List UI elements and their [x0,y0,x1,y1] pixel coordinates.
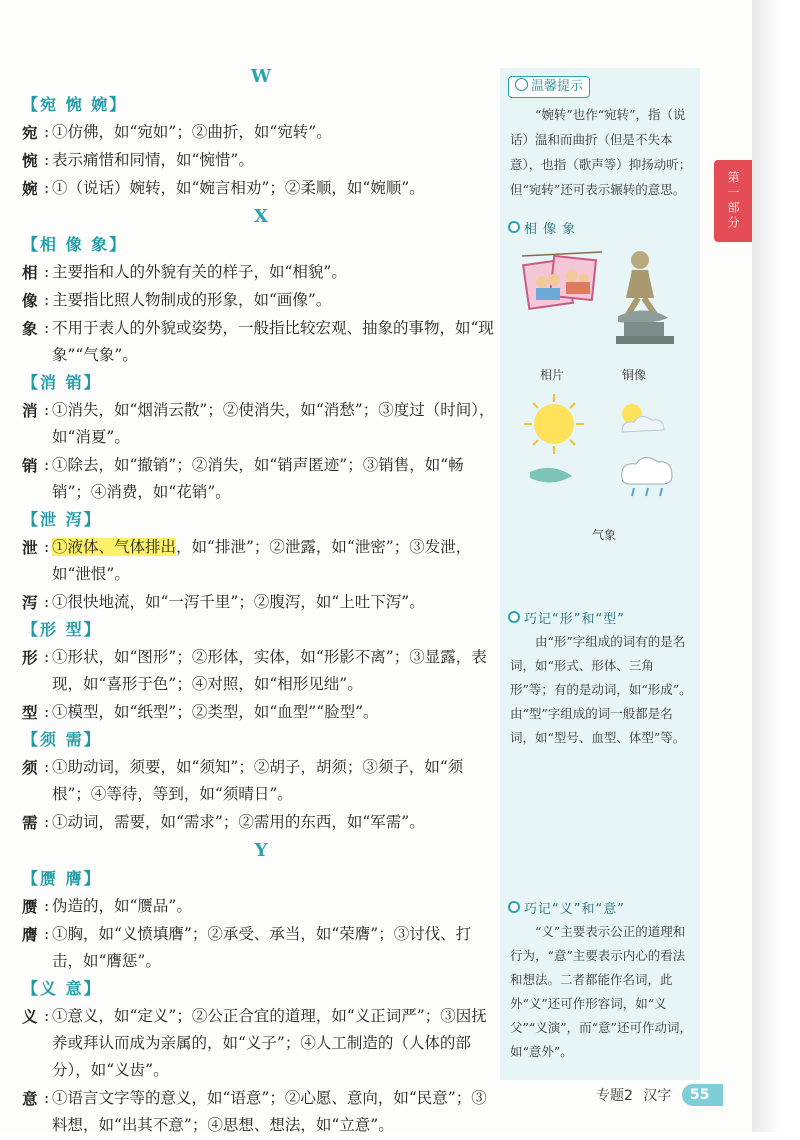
entry-def: 表示痛惜和同情，如“惋惜”。 [52,151,254,169]
section-letter-w: W [250,66,272,87]
entry: 义 : ①意义，如“定义”；②公正合宜的道理，如“义正词严”；③因抚养或拜认而成为亲属的，如“义子”；④人工制造的（人体的部分），如“义齿”。 [22,1003,500,1084]
entry-head: 相 [22,263,38,282]
entry: 泻 : ①很快地流，如“一泻千里”；②腹泻，如“上吐下泻”。 [22,589,500,616]
entry-head: 惋 [22,151,38,170]
entry-def [52,534,500,588]
entry: 泄 : ①液体、气体排出，如“排泄”；②泄露，如“泄密”；③发泄，如“泄恨”。 [22,534,500,588]
main-column [22,62,500,1140]
entry-head: 需 [22,813,38,832]
entry-def: 主要指和人的外貌有关的样子，如“相貌”。 [52,263,347,281]
entry: 相 : 主要指和人的外貌有关的样子，如“相貌”。 [22,259,500,286]
entry: 形 : ①形状，如“图形”；②形体，实体，如“形影不离”；③显露，表现，如“喜形于色”；④对照，如“相形见绌”。 [22,644,500,698]
group-title: 【消 销】 [22,373,102,392]
section-letter-y: Y [254,840,268,861]
group-title: 【宛 惋 婉】 [22,95,128,114]
entry: 婉 : ①（说话）婉转，如“婉言相劝”；②柔顺，如“婉顺”。 [22,175,500,202]
entry-head: 销 [22,456,38,475]
entry-head: 泄 [22,538,38,557]
entry-head: 象 [22,319,38,338]
caption-weather: 气象 [592,528,617,542]
entry-head: 婉 [22,179,38,198]
entry-def: ①形状，如“图形”；②形体，实体，如“形影不离”；③显露，表现，如“喜形于色”；④对照，如“相形见绌”。 [52,648,487,693]
entry: 像 : 主要指比照人物制成的形象，如“画像”。 [22,287,500,314]
entry-head: 型 [22,703,38,722]
entry-def-rest: ，如“排泄”；②泄露，如“泄密”；③发泄，如“泄恨”。 [52,538,472,583]
entry-head: 须 [22,758,38,777]
group-title: 【义 意】 [22,979,102,998]
xing-text: 由“形”字组成的词有的是名词，如“形式、形体、三角形”等；有的是动词，如“形成”。由“型”字组成的词一般都是名词，如“型号、血型、体型”等。 [510,634,692,745]
page-footer [596,1084,723,1106]
entry-def: ①意义，如“定义”；②公正合宜的道理，如“义正词严”；③因抚养或拜认而成为亲属的，如“义子”；④人工制造的（人体的部分），如“义齿”。 [52,1007,487,1079]
entry-head: 像 [22,291,38,310]
entry-def: ①很快地流，如“一泻千里”；②腹泻，如“上吐下泻”。 [52,593,425,611]
group-title: 【相 像 象】 [22,235,128,254]
bullet-icon [508,611,520,623]
entry: 象 : 不用于表人的外貌或姿势，一般指比较宏观、抽象的事物，如“现象”“气象”。 [22,315,500,369]
tip-label-text: 温馨提示 [531,79,584,94]
entry: 宛 : ①仿佛，如“宛如”；②曲折，如“宛转”。 [22,119,500,146]
entry: 型 : ①模型，如“纸型”；②类型，如“血型”“脸型”。 [22,699,500,726]
entry: 消 : ①消失，如“烟消云散”；②使消失，如“消愁”；③度过（时间），如“消夏”。 [22,397,500,451]
entry-def: ①仿佛，如“宛如”；②曲折，如“宛转”。 [52,123,332,141]
caption-statue: 铜像 [622,368,647,382]
section-tab: 第一部分 [714,160,752,242]
footer-topic: 专题2 [596,1088,633,1104]
entry: 须 : ①助动词，须要，如“须知”；②胡子，胡须；③须子，如“须根”；④等待，等到，如“须晴日”。 [22,754,500,808]
entry-head: 义 [22,1007,38,1026]
entry-def: 不用于表人的外貌或姿势，一般指比较宏观、抽象的事物，如“现象”“气象”。 [52,319,494,364]
entry-head: 形 [22,648,38,667]
bullet-icon [508,901,520,913]
page-number: 55 [682,1084,723,1106]
entry-def: ①语言文字等的意义，如“语意”；②心愿、意向，如“民意”；③料想，如“出其不意”；④思想、想法，如“立意”。 [52,1089,487,1134]
group-title: 【泄 泻】 [22,510,102,529]
entry-head: 消 [22,401,38,420]
entry-head: 膺 [22,925,38,944]
xiang-heading: 相 像 象 [508,218,576,237]
sidebar-notes [500,68,700,1080]
weather-illustration [522,392,692,512]
entry: 惋 : 表示痛惜和同情，如“惋惜”。 [22,147,500,174]
entry: 需 : ①动词，需要，如“需求”；②需用的东西，如“军需”。 [22,809,500,836]
entry-head: 泻 [22,593,38,612]
highlighted-text: ①液体、气体排出 [52,538,177,556]
entry: 膺 : ①胸，如“义愤填膺”；②承受、承当，如“荣膺”；③讨伐、打击，如“膺惩”。 [22,921,500,975]
entry-def: ①除去，如“撤销”；②消失，如“销声匿迹”；③销售，如“畅销”；④消费，如“花销”。 [52,456,464,501]
entry-def: ①模型，如“纸型”；②类型，如“血型”“脸型”。 [52,703,379,721]
entry-def: ①动词，需要，如“需求”；②需用的东西，如“军需”。 [52,813,425,831]
xing-heading: 巧记“形”和“型” [508,608,625,627]
entry-def: ①胸，如“义愤填膺”；②承受、承当，如“荣膺”；③讨伐、打击，如“膺惩”。 [52,925,472,970]
caption-photo: 相片 [540,368,565,382]
entry-def: 主要指比照人物制成的形象，如“画像”。 [52,291,332,309]
footer-subject: 汉字 [643,1088,672,1104]
entry-head: 意 [22,1089,38,1108]
yi-text: “义”主要表示公正的道理和行为，“意”主要表示内心的看法和想法。二者都能作名词，此外“义”还可作形容词，如“义父”“义演”，而“意”还可作动词，如“意外”。 [510,924,692,1059]
entry-def: ①消失，如“烟消云散”；②使消失，如“消愁”；③度过（时间），如“消夏”。 [52,401,495,446]
entry-head: 赝 [22,897,38,916]
group-title: 【须 需】 [22,730,102,749]
section-letter-x: X [254,206,268,227]
entry-head: 宛 [22,123,38,142]
entry-def: ①（说话）婉转，如“婉言相劝”；②柔顺，如“婉顺”。 [52,179,425,197]
tip-text: “婉转”也作“宛转”，指（说话）温和而曲折（但是不失本意），也指（歌声等）抑扬动听；但“宛转”还可表示辗转的意思。 [510,107,692,197]
group-title: 【赝 膺】 [22,869,102,888]
entry: 赝 : 伪造的，如“赝品”。 [22,893,500,920]
entry-def: ①助动词，须要，如“须知”；②胡子，胡须；③须子，如“须根”；④等待，等到，如“须晴日”。 [52,758,464,803]
photo-illustration [522,248,602,328]
tip-icon [515,78,528,91]
entry: 意 : ①语言文字等的意义，如“语意”；②心愿、意向，如“民意”；③料想，如“出其不意”；④思想、想法，如“立意”。 [22,1085,500,1139]
statue-illustration [608,248,688,348]
group-title: 【形 型】 [22,620,102,639]
tip-label [508,76,590,98]
entry: 销 : ①除去，如“撤销”；②消失，如“销声匿迹”；③销售，如“畅销”；④消费，如“花销”。 [22,452,500,506]
yi-heading: 巧记“义”和“意” [508,898,625,917]
entry-def: 伪造的，如“赝品”。 [52,897,192,915]
page-gutter-shadow [752,0,800,1132]
bullet-icon [508,221,520,233]
